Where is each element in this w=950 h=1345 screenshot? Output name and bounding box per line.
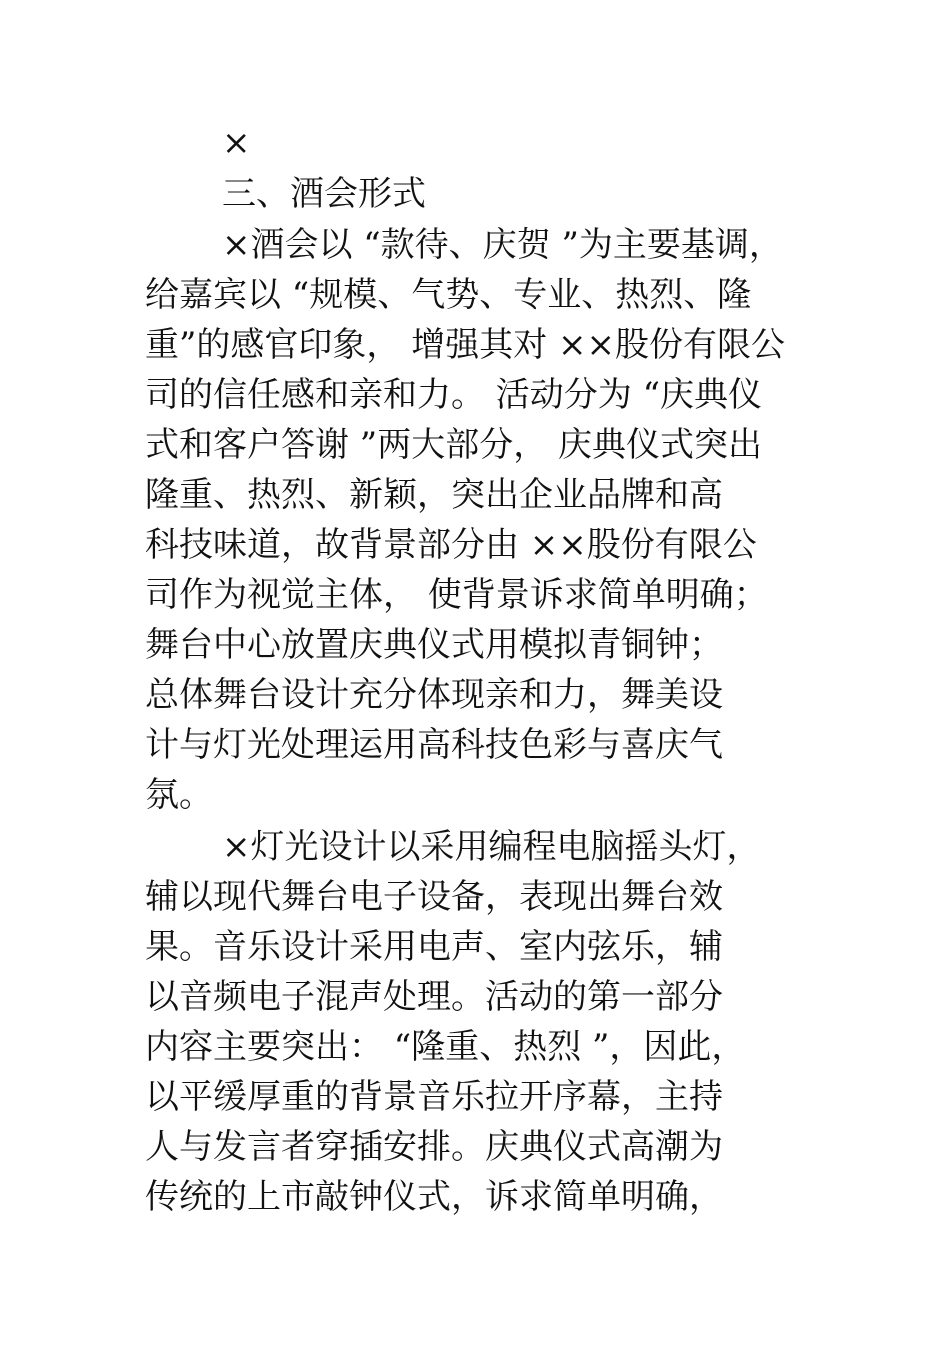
paragraph-1-line-8: 司作为视觉主体， 使背景诉求简单明确；: [145, 575, 768, 615]
paragraph-1-line-6: 隆重、热烈、新颖，突出企业品牌和高: [145, 475, 723, 515]
paragraph-2-line-6: 以平缓厚重的背景音乐拉开序幕，主持: [145, 1077, 723, 1117]
paragraph-1-line-3: 重”的感官印象， 增强其对 ××股份有限公: [145, 325, 785, 365]
paragraph-1-line-5: 式和客户答谢 ”两大部分， 庆典仪式突出: [145, 425, 762, 465]
paragraph-2-line-5: 内容主要突出： “隆重、热烈 ”，因此，: [145, 1027, 746, 1067]
paragraph-2-line-8: 传统的上市敲钟仪式，诉求简单明确，: [145, 1177, 723, 1217]
paragraph-1-line-12: 氛。: [145, 775, 213, 815]
paragraph-2-line-7: 人与发言者穿插安排。庆典仪式高潮为: [145, 1127, 723, 1167]
paragraph-1-line-9: 舞台中心放置庆典仪式用模拟青铜钟；: [145, 625, 723, 665]
paragraph-2-line-2: 辅以现代舞台电子设备，表现出舞台效: [145, 877, 723, 917]
paragraph-1-line-1: ×酒会以 “款待、庆贺 ”为主要基调，: [222, 225, 783, 265]
paragraph-2-line-1: ×灯光设计以采用编程电脑摇头灯，: [222, 827, 761, 867]
section-heading: 三、酒会形式: [222, 174, 426, 214]
cross-mark: ×: [222, 123, 251, 163]
paragraph-2-line-3: 果。音乐设计采用电声、室内弦乐，辅: [145, 927, 723, 967]
paragraph-1-line-2: 给嘉宾以 “规模、气势、专业、热烈、隆: [145, 275, 752, 315]
paragraph-1-line-11: 计与灯光处理运用高科技色彩与喜庆气: [145, 725, 723, 765]
paragraph-1-line-10: 总体舞台设计充分体现亲和力，舞美设: [145, 675, 723, 715]
paragraph-1-line-4: 司的信任感和亲和力。 活动分为 “庆典仪: [145, 375, 762, 415]
paragraph-1-line-7: 科技味道，故背景部分由 ××股份有限公: [145, 525, 757, 565]
paragraph-2-line-4: 以音频电子混声处理。活动的第一部分: [145, 977, 723, 1017]
